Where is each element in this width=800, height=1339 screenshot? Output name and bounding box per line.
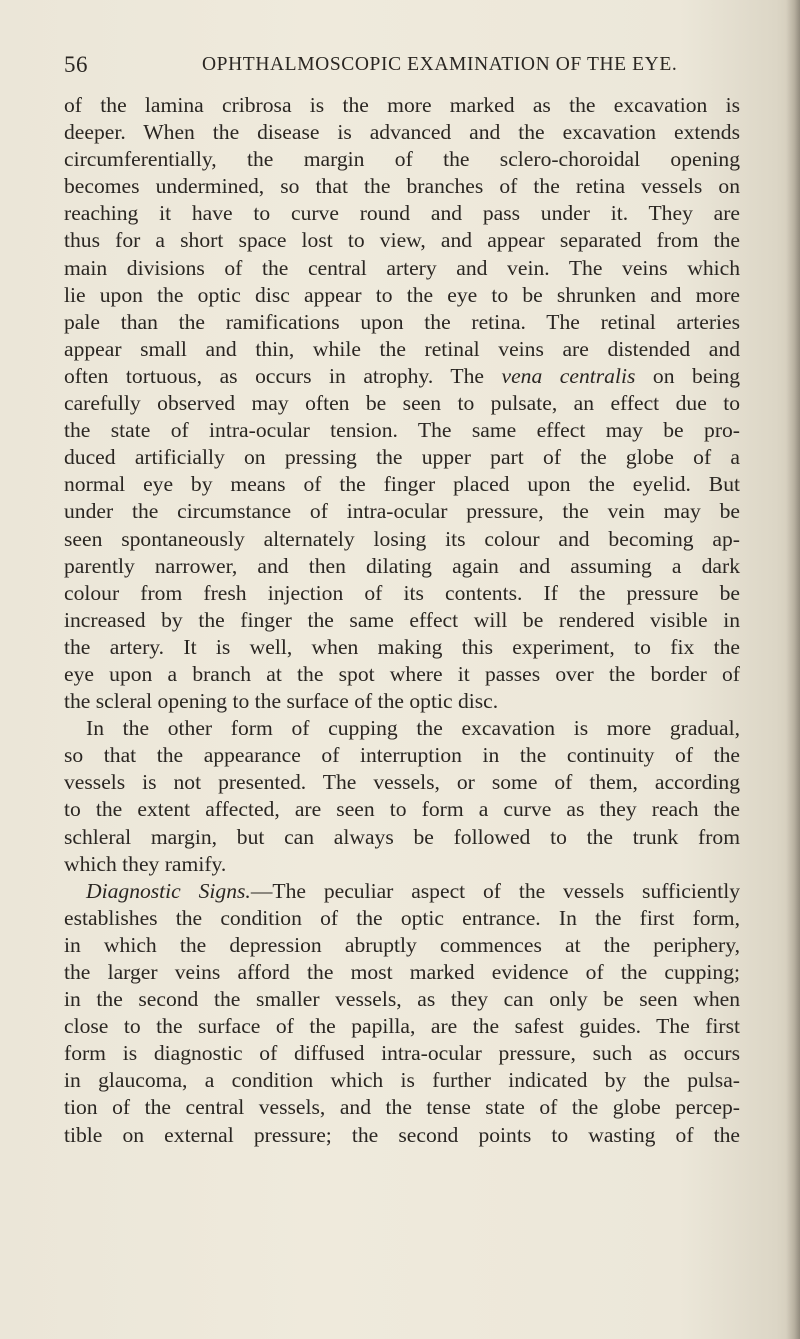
text-line-content: to the extent affected, are seen to form a curve as they reach the bbox=[64, 797, 740, 822]
text-line bbox=[64, 200, 740, 227]
text-line-content: normal eye by means of the finger placed upon the eyelid. But bbox=[64, 472, 740, 497]
text-line bbox=[64, 255, 740, 282]
text-line bbox=[64, 1013, 740, 1040]
text-line bbox=[64, 932, 740, 959]
text-line bbox=[64, 444, 740, 471]
text-line-content: seen spontaneously alternately losing its colour and becoming ap- bbox=[64, 526, 740, 551]
text-line-content: eye upon a branch at the spot where it passes over the border of bbox=[64, 661, 740, 686]
page-number: 56 bbox=[64, 52, 88, 77]
text-line bbox=[64, 878, 740, 905]
text-line bbox=[64, 986, 740, 1013]
text-line-continuation: on being bbox=[652, 363, 740, 388]
text-line-content: In the other form of cupping the excavation is more gradual, bbox=[86, 716, 740, 741]
text-line-content: often tortuous, as occurs in atrophy. The bbox=[64, 363, 484, 388]
text-line-content: form is diagnostic of diffused intra-ocular pressure, such as occurs bbox=[64, 1041, 740, 1066]
text-line bbox=[64, 526, 740, 553]
text-line-content: thus for a short space lost to view, and appear separated from the bbox=[64, 228, 740, 253]
running-head: OPHTHALMOSCOPIC EXAMINATION OF THE EYE. bbox=[202, 54, 678, 75]
text-line bbox=[64, 661, 740, 688]
text-line-content: main divisions of the central artery and vein. The veins which bbox=[64, 255, 740, 280]
text-line-content: in the second the smaller vessels, as they can only be seen when bbox=[64, 987, 740, 1012]
text-line-content: tible on external pressure; the second points to wasting of the bbox=[64, 1122, 740, 1147]
text-line-content: lie upon the optic disc appear to the eye to be shrunken and more bbox=[64, 282, 740, 307]
text-line-content: deeper. When the disease is advanced and the excavation extends bbox=[64, 120, 740, 145]
text-line-content: becomes undermined, so that the branches of the retina vessels on bbox=[64, 174, 740, 199]
text-line-content: circumferentially, the margin of the sclero-choroidal opening bbox=[64, 147, 740, 172]
text-line bbox=[64, 634, 740, 661]
text-line bbox=[64, 498, 740, 525]
page-gutter-shadow bbox=[786, 0, 800, 1339]
page-header bbox=[64, 52, 742, 82]
text-line-continuation: —The peculiar aspect of the vessels sufficiently bbox=[250, 878, 741, 903]
text-line bbox=[64, 607, 740, 634]
text-line bbox=[64, 742, 740, 769]
text-line-content: increased by the finger the same effect will be rendered visible in bbox=[64, 607, 740, 632]
text-line bbox=[64, 824, 740, 851]
text-line-content: the state of intra-ocular tension. The same effect may be pro- bbox=[64, 418, 740, 443]
text-line bbox=[64, 336, 740, 363]
text-line bbox=[64, 417, 740, 444]
text-line bbox=[64, 905, 740, 932]
text-line bbox=[64, 688, 740, 715]
text-line-content: carefully observed may often be seen to pulsate, an effect due to bbox=[64, 391, 740, 416]
text-line-content: in which the depression abruptly commences at the periphery, bbox=[64, 932, 740, 957]
text-line-content: the scleral opening to the surface of the optic disc. bbox=[64, 689, 499, 714]
text-line-content: schleral margin, but can always be followed to the trunk from bbox=[64, 824, 740, 849]
text-line bbox=[64, 1040, 740, 1067]
text-line bbox=[64, 1067, 740, 1094]
text-line-content: the artery. It is well, when making this experiment, to fix the bbox=[64, 634, 740, 659]
text-line bbox=[64, 227, 740, 254]
text-line bbox=[64, 282, 740, 309]
text-line-content: pale than the ramifications upon the retina. The retinal arteries bbox=[64, 309, 740, 334]
text-line-content: appear small and thin, while the retinal veins are distended and bbox=[64, 336, 740, 361]
text-line-content: establishes the condition of the optic entrance. In the first form, bbox=[64, 905, 740, 930]
text-line-content: tion of the central vessels, and the tense state of the globe percep- bbox=[64, 1095, 740, 1120]
text-line-content: which they ramify. bbox=[64, 851, 227, 876]
text-line bbox=[64, 309, 740, 336]
text-line bbox=[64, 119, 740, 146]
text-line bbox=[64, 580, 740, 607]
text-line bbox=[64, 471, 740, 498]
text-line bbox=[64, 390, 740, 417]
text-line bbox=[64, 796, 740, 823]
text-line-content: reaching it have to curve round and pass under it. They are bbox=[64, 201, 740, 226]
text-line bbox=[64, 173, 740, 200]
text-line bbox=[64, 1122, 740, 1149]
text-line-content: parently narrower, and then dilating again and assuming a dark bbox=[64, 553, 740, 578]
text-line-content: duced artificially on pressing the upper part of the globe of a bbox=[64, 445, 740, 470]
text-line-content: so that the appearance of interruption in the continuity of the bbox=[64, 743, 740, 768]
text-line bbox=[64, 959, 740, 986]
text-line-content: colour from fresh injection of its contents. If the pressure be bbox=[64, 580, 740, 605]
text-line-content: in glaucoma, a condition which is further indicated by the pulsa- bbox=[64, 1068, 740, 1093]
body-text bbox=[64, 92, 740, 1149]
text-line-content: close to the surface of the papilla, are the safest guides. The first bbox=[64, 1014, 740, 1039]
text-line bbox=[64, 715, 740, 742]
text-line-content: the larger veins afford the most marked evidence of the cupping; bbox=[64, 960, 740, 984]
text-line bbox=[64, 92, 740, 119]
text-line bbox=[64, 363, 740, 390]
text-line bbox=[64, 553, 740, 580]
text-line-content: of the lamina cribrosa is the more marked as the excavation is bbox=[64, 93, 740, 117]
text-line-content: vessels is not presented. The vessels, or some of them, according bbox=[64, 770, 740, 795]
text-line bbox=[64, 851, 740, 878]
text-line bbox=[64, 146, 740, 173]
text-line bbox=[64, 1094, 740, 1121]
text-line bbox=[64, 769, 740, 796]
italic-term: Diagnostic Signs. bbox=[86, 878, 251, 903]
text-line-content: under the circumstance of intra-ocular pressure, the vein may be bbox=[64, 499, 740, 524]
italic-term: vena centralis bbox=[501, 363, 636, 388]
